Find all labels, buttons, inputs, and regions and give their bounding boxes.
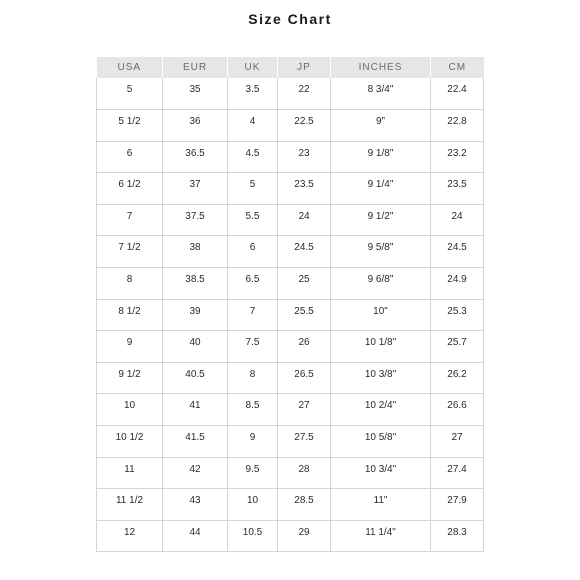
- cell-usa: 9: [97, 331, 163, 363]
- cell-usa: 12: [97, 520, 163, 552]
- cell-jp: 25.5: [278, 299, 331, 331]
- cell-jp: 25: [278, 268, 331, 300]
- cell-usa: 7: [97, 204, 163, 236]
- cell-uk: 5.5: [228, 204, 278, 236]
- cell-uk: 8.5: [228, 394, 278, 426]
- table-row: [97, 204, 484, 236]
- cell-eur: 42: [163, 457, 228, 489]
- cell-cm: 23.2: [431, 141, 484, 173]
- cell-usa: 5 1/2: [97, 110, 163, 142]
- cell-eur: 40: [163, 331, 228, 363]
- cell-eur: 36.5: [163, 141, 228, 173]
- cell-usa: 9 1/2: [97, 362, 163, 394]
- cell-uk: 9: [228, 426, 278, 458]
- column-header-eur: EUR: [163, 57, 228, 78]
- cell-jp: 24.5: [278, 236, 331, 268]
- cell-usa: 11 1/2: [97, 489, 163, 521]
- cell-usa: 10: [97, 394, 163, 426]
- cell-usa: 10 1/2: [97, 426, 163, 458]
- size-chart-table: [96, 57, 484, 552]
- cell-inches: 10 5/8": [331, 426, 431, 458]
- cell-uk: 9.5: [228, 457, 278, 489]
- cell-inches: 9 6/8": [331, 268, 431, 300]
- cell-jp: 23: [278, 141, 331, 173]
- table-row: [97, 110, 484, 142]
- column-header-jp: JP: [278, 57, 331, 78]
- cell-uk: 5: [228, 173, 278, 205]
- cell-usa: 5: [97, 78, 163, 110]
- column-header-uk: UK: [228, 57, 278, 78]
- cell-inches: 9 1/4": [331, 173, 431, 205]
- cell-eur: 38.5: [163, 268, 228, 300]
- cell-uk: 7: [228, 299, 278, 331]
- cell-usa: 6: [97, 141, 163, 173]
- cell-eur: 35: [163, 78, 228, 110]
- cell-inches: 10 1/8": [331, 331, 431, 363]
- table-row: [97, 457, 484, 489]
- table-header: [97, 57, 484, 78]
- cell-inches: 10 3/4": [331, 457, 431, 489]
- cell-eur: 36: [163, 110, 228, 142]
- cell-cm: 24.5: [431, 236, 484, 268]
- cell-jp: 28.5: [278, 489, 331, 521]
- table-row: [97, 362, 484, 394]
- cell-inches: 11": [331, 489, 431, 521]
- cell-eur: 44: [163, 520, 228, 552]
- cell-usa: 7 1/2: [97, 236, 163, 268]
- cell-cm: 27.4: [431, 457, 484, 489]
- table-row: [97, 173, 484, 205]
- column-header-inches: INCHES: [331, 57, 431, 78]
- cell-cm: 22.8: [431, 110, 484, 142]
- cell-eur: 38: [163, 236, 228, 268]
- cell-uk: 8: [228, 362, 278, 394]
- cell-inches: 9 1/8": [331, 141, 431, 173]
- cell-jp: 26: [278, 331, 331, 363]
- cell-uk: 4: [228, 110, 278, 142]
- table-row: [97, 141, 484, 173]
- cell-inches: 9 5/8": [331, 236, 431, 268]
- cell-cm: 28.3: [431, 520, 484, 552]
- cell-inches: 9": [331, 110, 431, 142]
- cell-eur: 43: [163, 489, 228, 521]
- cell-usa: 8: [97, 268, 163, 300]
- cell-inches: 9 1/2": [331, 204, 431, 236]
- cell-uk: 10: [228, 489, 278, 521]
- cell-uk: 10.5: [228, 520, 278, 552]
- column-header-cm: CM: [431, 57, 484, 78]
- cell-inches: 11 1/4": [331, 520, 431, 552]
- cell-uk: 7.5: [228, 331, 278, 363]
- cell-eur: 41.5: [163, 426, 228, 458]
- cell-cm: 25.7: [431, 331, 484, 363]
- cell-uk: 6.5: [228, 268, 278, 300]
- table-body: [97, 78, 484, 552]
- cell-eur: 40.5: [163, 362, 228, 394]
- cell-jp: 29: [278, 520, 331, 552]
- table-row: [97, 236, 484, 268]
- table-row: [97, 489, 484, 521]
- table-row: [97, 426, 484, 458]
- cell-cm: 26.6: [431, 394, 484, 426]
- cell-uk: 4.5: [228, 141, 278, 173]
- cell-jp: 22: [278, 78, 331, 110]
- cell-usa: 11: [97, 457, 163, 489]
- cell-cm: 22.4: [431, 78, 484, 110]
- cell-uk: 3.5: [228, 78, 278, 110]
- cell-inches: 10 2/4": [331, 394, 431, 426]
- cell-jp: 23.5: [278, 173, 331, 205]
- cell-cm: 27: [431, 426, 484, 458]
- cell-usa: 8 1/2: [97, 299, 163, 331]
- cell-cm: 26.2: [431, 362, 484, 394]
- column-header-usa: USA: [97, 57, 163, 78]
- table-row: [97, 394, 484, 426]
- cell-inches: 8 3/4": [331, 78, 431, 110]
- cell-cm: 25.3: [431, 299, 484, 331]
- cell-eur: 41: [163, 394, 228, 426]
- cell-eur: 39: [163, 299, 228, 331]
- cell-usa: 6 1/2: [97, 173, 163, 205]
- table-row: [97, 520, 484, 552]
- cell-cm: 23.5: [431, 173, 484, 205]
- cell-cm: 27.9: [431, 489, 484, 521]
- cell-cm: 24.9: [431, 268, 484, 300]
- cell-inches: 10 3/8": [331, 362, 431, 394]
- table-row: [97, 331, 484, 363]
- table-row: [97, 299, 484, 331]
- cell-jp: 24: [278, 204, 331, 236]
- cell-inches: 10": [331, 299, 431, 331]
- cell-uk: 6: [228, 236, 278, 268]
- cell-jp: 28: [278, 457, 331, 489]
- cell-jp: 22.5: [278, 110, 331, 142]
- table-row: [97, 268, 484, 300]
- cell-jp: 26.5: [278, 362, 331, 394]
- table-row: [97, 78, 484, 110]
- cell-jp: 27.5: [278, 426, 331, 458]
- page-title: Size Chart: [248, 11, 332, 27]
- cell-eur: 37.5: [163, 204, 228, 236]
- cell-cm: 24: [431, 204, 484, 236]
- cell-jp: 27: [278, 394, 331, 426]
- cell-eur: 37: [163, 173, 228, 205]
- header-row: [97, 57, 484, 78]
